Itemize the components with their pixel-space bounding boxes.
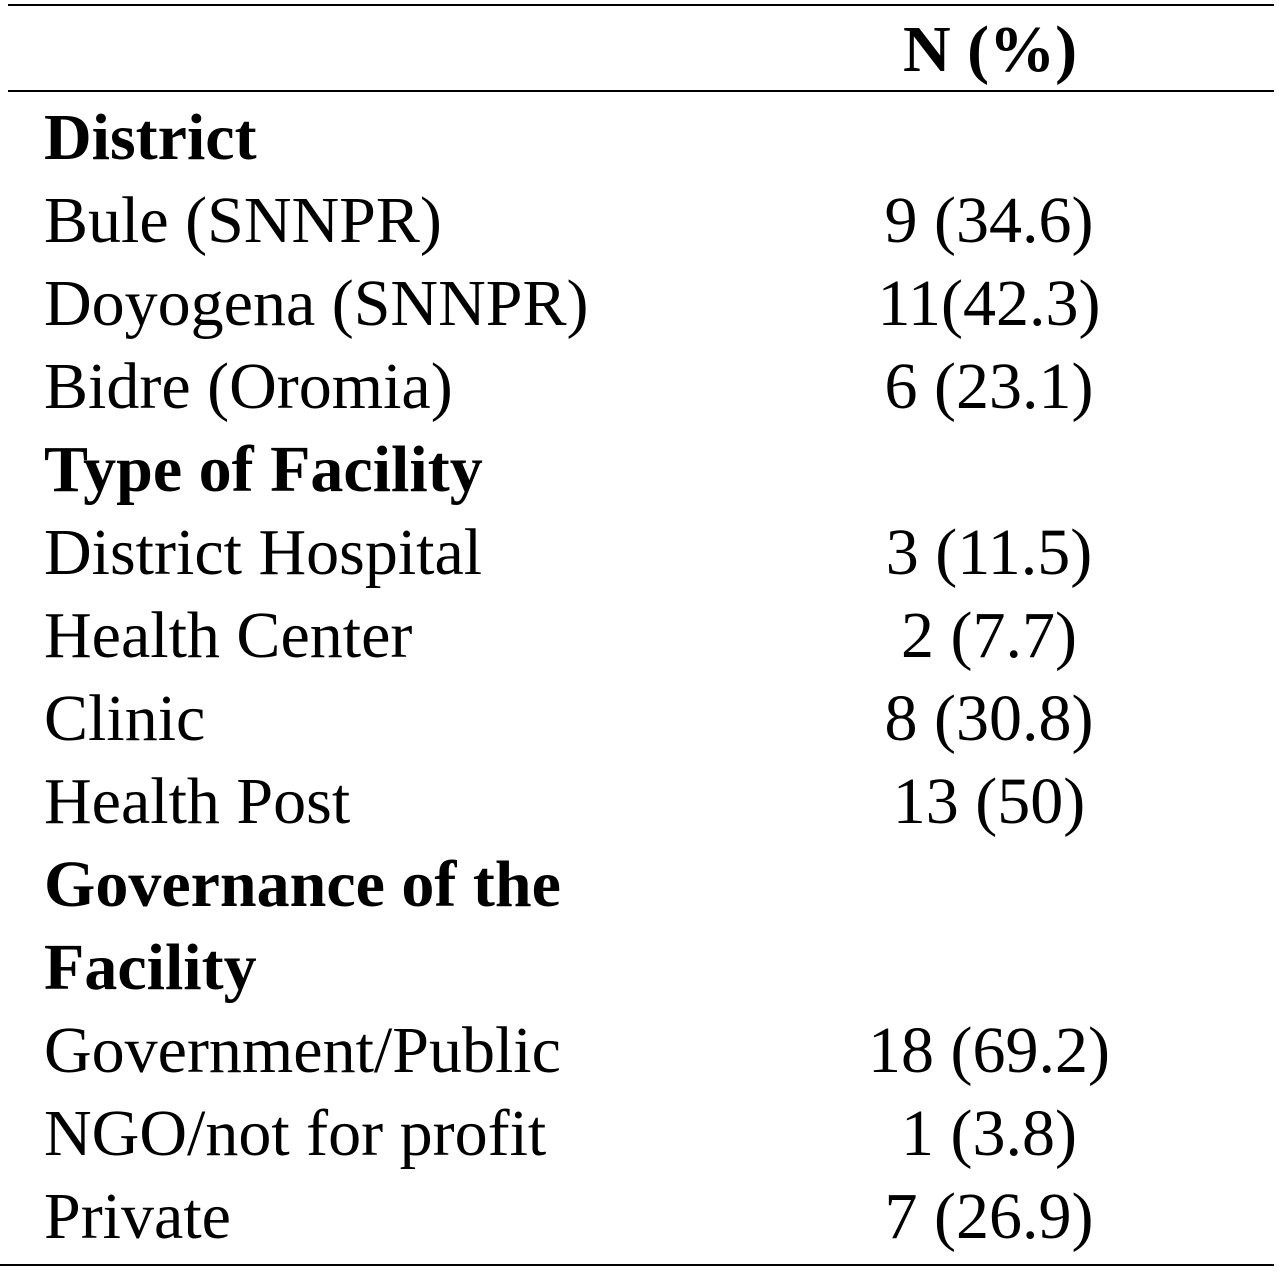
row-label: Private: [44, 1180, 231, 1253]
table-row: [44, 1175, 1164, 1258]
table-row: [44, 511, 1164, 594]
table-top-rule: [8, 4, 1274, 6]
section-row-governance-line1: [44, 843, 1164, 926]
row-label: District Hospital: [44, 516, 483, 589]
table-row: [44, 345, 1164, 428]
row-value: 2 (7.7): [901, 599, 1077, 672]
table-bottom-rule: [0, 1264, 1274, 1266]
row-label: Bidre (Oromia): [44, 350, 453, 423]
table-row: [44, 677, 1164, 760]
row-value: 1 (3.8): [901, 1097, 1077, 1170]
column-header-n-percent: N (%): [902, 13, 1078, 86]
row-value: 9 (34.6): [884, 184, 1094, 257]
section-row-governance-line2: [44, 926, 1164, 1009]
row-label: Bule (SNNPR): [44, 184, 442, 257]
table-row: [44, 1092, 1164, 1175]
section-row-type-of-facility: [44, 428, 1164, 511]
header-rule: [8, 90, 1274, 92]
table-row: [44, 594, 1164, 677]
row-value: 11(42.3): [877, 267, 1101, 340]
section-title: Type of Facility: [44, 433, 483, 506]
row-label: Doyogena (SNNPR): [44, 267, 589, 340]
row-value: 7 (26.9): [884, 1180, 1094, 1253]
section-row-district: [44, 96, 1164, 179]
table-row: [44, 262, 1164, 345]
table-row: [44, 1009, 1164, 1092]
table-row: [44, 179, 1164, 262]
row-value: 13 (50): [892, 765, 1086, 838]
row-label: Clinic: [44, 682, 206, 755]
row-label: Health Post: [44, 765, 351, 838]
table-row: [44, 760, 1164, 843]
row-label: Health Center: [44, 599, 413, 672]
row-value: 3 (11.5): [885, 516, 1093, 589]
section-title: Governance of the: [44, 848, 561, 921]
section-title: District: [44, 101, 257, 174]
row-value: 8 (30.8): [884, 682, 1094, 755]
section-title-continued: Facility: [44, 931, 257, 1004]
row-label: NGO/not for profit: [44, 1097, 547, 1170]
row-label: Government/Public: [44, 1014, 561, 1087]
row-value: 6 (23.1): [884, 350, 1094, 423]
row-value: 18 (69.2): [868, 1014, 1110, 1087]
facility-characteristics-table: [44, 96, 1164, 1258]
